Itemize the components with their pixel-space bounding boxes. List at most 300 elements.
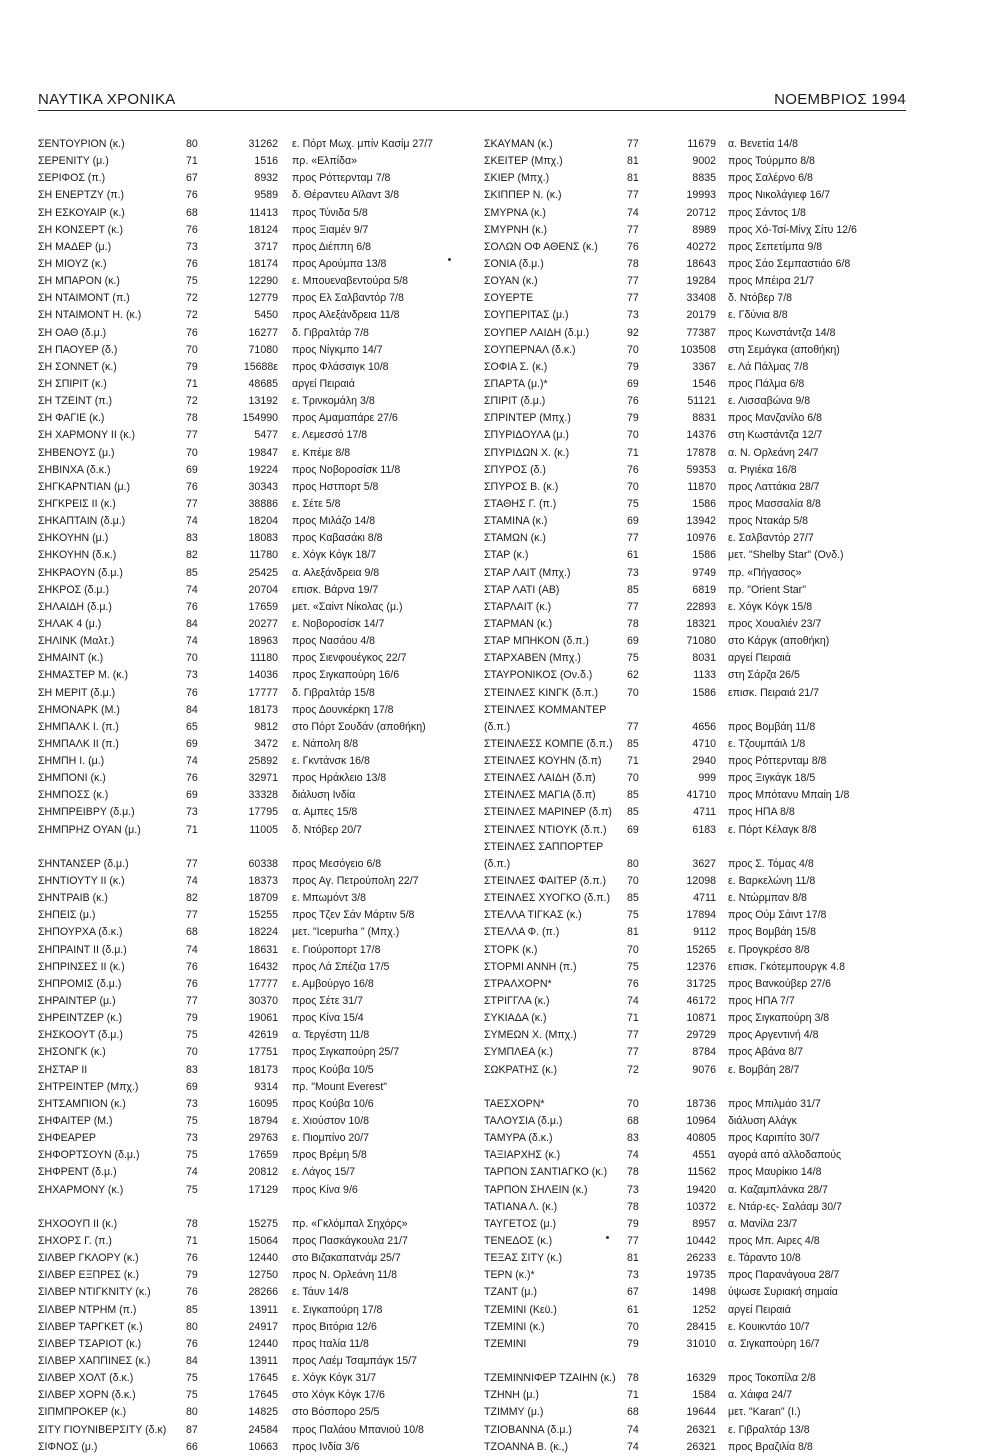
ship-num: 19735 xyxy=(686,1269,716,1282)
ship-name: ΣΤΑΥΡΟΝΙΚΟΣ (Ον.δ.) xyxy=(484,669,593,682)
ship-year: 76 xyxy=(186,1286,198,1299)
ship-info: προς Μπότανυ Μπαίη 1/8 xyxy=(728,789,850,802)
ship-info: προς Ντακάρ 5/8 xyxy=(728,515,809,528)
ship-entry xyxy=(484,325,924,342)
ship-num: 24917 xyxy=(248,1320,278,1333)
ship-num: 17777 xyxy=(248,977,278,990)
ship-year: 70 xyxy=(627,943,639,956)
ship-entry xyxy=(38,496,478,513)
right-ship-list xyxy=(484,136,924,1456)
ship-name: ΣΗ ΣΟΝΝΕΤ (κ.) xyxy=(38,360,117,373)
ship-name: ΣΗΝΤΡΑΙΒ (κ.) xyxy=(38,892,108,905)
ship-num: 10964 xyxy=(686,1115,716,1128)
ship-info: ε. Πόρτ Κέλαγκ 8/8 xyxy=(728,823,817,836)
ship-entry xyxy=(484,256,924,273)
ship-entry xyxy=(484,890,924,907)
ship-entry xyxy=(38,822,478,839)
ship-num: 19847 xyxy=(248,446,278,459)
ship-name: ΣΗΣΚΟΟΥΤ (δ.μ.) xyxy=(38,1029,123,1042)
ship-name: ΣΗΜΠΟΣΣ (κ.) xyxy=(38,789,109,802)
ship-entry xyxy=(38,873,478,890)
ship-info: προς Βρέμη 5/8 xyxy=(292,1149,367,1162)
ship-entry xyxy=(38,907,478,924)
ship-name: ΤΖΕΜΙΝΙ (κ.) xyxy=(484,1320,545,1333)
ship-info: α. Χάιφα 24/7 xyxy=(728,1389,793,1402)
ship-entry xyxy=(484,1336,924,1353)
ship-num: 19420 xyxy=(686,1183,716,1196)
ship-entry xyxy=(484,1147,924,1164)
ship-num: 13942 xyxy=(686,515,716,528)
ship-year: 77 xyxy=(186,857,198,870)
ship-year: 80 xyxy=(186,1406,198,1419)
ship-num: 32971 xyxy=(248,772,278,785)
ship-entry xyxy=(484,924,924,941)
ship-info: προς Καβασάκι 8/8 xyxy=(292,532,383,545)
ship-year: 72 xyxy=(186,395,198,408)
ship-entry xyxy=(484,359,924,376)
ship-entry xyxy=(38,565,478,582)
ship-name: ΣΗΝΤΑΝΣΕΡ (δ.μ.) xyxy=(38,857,129,870)
ship-num: 5477 xyxy=(254,429,278,442)
ship-year: 70 xyxy=(186,652,198,665)
ship-year: 83 xyxy=(627,1132,639,1145)
ship-entry xyxy=(38,736,478,753)
ship-year: 76 xyxy=(186,686,198,699)
ship-name: ΣΗΚΟΥΗΝ (δ.κ.) xyxy=(38,549,117,562)
ship-entry xyxy=(484,1267,924,1284)
ship-info: επισκ. Βάρνα 19/7 xyxy=(292,583,379,596)
ship-entry xyxy=(38,633,478,650)
ship-entry xyxy=(484,650,924,667)
ship-entry xyxy=(38,1027,478,1044)
ship-entry xyxy=(38,1113,478,1130)
ship-name: ΣΕΡΙΦΟΣ (π.) xyxy=(38,172,106,185)
ship-year: 81 xyxy=(627,926,639,939)
ship-name: ΣΤΕΙΝΛΕΣ ΧΥΟΓΚΟ (δ.π.) xyxy=(484,892,610,905)
ship-year: 78 xyxy=(627,1200,639,1213)
ship-entry xyxy=(484,1130,924,1147)
ship-num: 30370 xyxy=(248,995,278,1008)
ship-num: 1586 xyxy=(692,549,716,562)
ship-entry xyxy=(484,736,924,753)
ship-entry xyxy=(484,1370,924,1387)
ship-entry xyxy=(38,239,478,256)
ship-info: ε. Χόγκ Κόγκ 15/8 xyxy=(728,600,813,613)
ship-name: ΤΑΤΙΑΝΑ Λ. (κ.) xyxy=(484,1200,558,1213)
ship-year: 74 xyxy=(186,875,198,888)
ship-year: 76 xyxy=(186,1337,198,1350)
ship-num: 12440 xyxy=(248,1337,278,1350)
ship-name: ΣΠΡΙΝΤΕΡ (Μπχ.) xyxy=(484,412,571,425)
ship-entry xyxy=(38,1233,478,1250)
ship-info: επισκ. Γκότεμπουργκ 4.8 xyxy=(728,960,845,973)
ship-entry xyxy=(484,873,924,890)
ship-year: 76 xyxy=(186,257,198,270)
ship-num: 33408 xyxy=(686,292,716,305)
ship-year: 75 xyxy=(186,1149,198,1162)
ship-name: ΣΗΜΠΑΛΚ Ι. (π.) xyxy=(38,720,119,733)
ship-year: 76 xyxy=(186,189,198,202)
ship-name: ΣΗΠΡΑΙΝΤ ΙΙ (δ.μ.) xyxy=(38,943,127,956)
ship-info: προς Νικολάγιεφ 16/7 xyxy=(728,189,831,202)
ship-name: ΤΖΗΝΗ (μ.) xyxy=(484,1389,539,1402)
ship-year: 78 xyxy=(627,1372,639,1385)
ship-name: ΣΕΝΤΟΥΡΙΟΝ (κ.) xyxy=(38,138,125,150)
ship-info: προς Διέππη 6/8 xyxy=(292,240,372,253)
ship-year: 85 xyxy=(627,583,639,596)
ship-entry xyxy=(38,410,478,427)
ship-year: 81 xyxy=(627,155,639,168)
ship-name: ΣΗΓΚΡΕΙΣ ΙΙ (κ.) xyxy=(38,497,116,510)
ship-num: 1586 xyxy=(692,686,716,699)
ship-name: ΣΥΜΕΩΝ Χ. (Μπχ.) xyxy=(484,1029,577,1042)
ship-entry xyxy=(38,804,478,821)
ship-num: 18794 xyxy=(248,1115,278,1128)
ship-num: 13911 xyxy=(249,1354,278,1367)
ship-info: προς Σιγκαπούρη 3/8 xyxy=(728,1012,830,1025)
ship-info: προς Νασάου 4/8 xyxy=(292,635,376,648)
ship-year: 75 xyxy=(627,960,639,973)
ship-num: 71080 xyxy=(248,343,278,356)
ship-year: 75 xyxy=(186,275,198,288)
ship-name: ΣΗΛΑΙΔΗ (δ.μ.) xyxy=(38,600,112,613)
ship-entry xyxy=(38,1079,478,1096)
ship-info: προς Δουνκέρκη 17/8 xyxy=(292,703,394,716)
ship-name: ΣΗΜΟΝΑΡΚ (Μ.) xyxy=(38,703,120,716)
ship-info: προς Νίγκμπο 14/7 xyxy=(292,343,383,356)
ship-info: προς Βανκούβερ 27/6 xyxy=(728,977,832,990)
ship-entry xyxy=(484,1250,924,1267)
ship-num: 60338 xyxy=(248,857,278,870)
ship-num: 11562 xyxy=(687,1166,716,1179)
ship-year: 72 xyxy=(627,1063,639,1076)
ship-num: 19061 xyxy=(248,1012,278,1025)
ship-entry xyxy=(484,479,924,496)
ship-info: προς ΗΠΑ 7/7 xyxy=(728,995,795,1008)
ship-info: προς Σάντος 1/8 xyxy=(728,206,806,219)
ship-info: προς Ν. Ορλεάνη 11/8 xyxy=(292,1269,397,1282)
ship-year: 69 xyxy=(186,737,198,750)
ship-info: αργεί Πειραιά xyxy=(292,377,355,390)
ship-year: 77 xyxy=(186,909,198,922)
ship-info: α. Καζαμπλάνκα 28/7 xyxy=(728,1183,828,1196)
ship-entry xyxy=(38,1250,478,1267)
ship-num: 18173 xyxy=(248,1063,278,1076)
publication-title: ΝΑΥΤΙΚΑ ΧΡΟΝΙΚΑ xyxy=(38,91,176,108)
ship-info: πρ. «Γκλόμπαλ Σηχόρς» xyxy=(292,1217,408,1230)
ship-info: ε. Τάυν 14/8 xyxy=(292,1286,349,1299)
ship-year: 78 xyxy=(186,1217,198,1230)
ship-entry xyxy=(484,187,924,204)
ship-name: ΣΤΡΙΓΓΛΑ (κ.) xyxy=(484,995,550,1008)
ship-entry xyxy=(484,1199,924,1216)
ship-entry xyxy=(38,376,478,393)
ship-name: ΤΖΙΜΜΥ (μ.) xyxy=(484,1406,544,1419)
ship-entry xyxy=(484,839,924,856)
ship-name: ΣΤΕΙΝΛΕΣ ΜΑΓΙΑ (δ.π) xyxy=(484,789,596,802)
ship-info: ε. Λισσαβώνα 9/8 xyxy=(728,395,811,408)
ship-num: 29729 xyxy=(686,1029,716,1042)
ship-info: προς Σαλέρνο 6/8 xyxy=(728,172,813,185)
ship-info: προς Ούμ Σάιντ 17/8 xyxy=(728,909,827,922)
ship-year: 76 xyxy=(186,480,198,493)
ship-year: 65 xyxy=(186,720,198,733)
ship-name: ΣΙΤΥ ΓΙΟΥΝΙΒΕΡΣΙΤΥ (δ.κ) xyxy=(38,1423,167,1436)
ship-year: 78 xyxy=(186,412,198,425)
ship-num: 154990 xyxy=(242,412,278,425)
ship-entry xyxy=(38,359,478,376)
ship-year: 80 xyxy=(627,857,639,870)
ship-num: 46172 xyxy=(686,995,716,1008)
ship-entry xyxy=(484,787,924,804)
ship-entry xyxy=(484,993,924,1010)
ship-year: 79 xyxy=(627,360,639,373)
ship-name: ΣΗΠΡΟΜΙΣ (δ.μ.) xyxy=(38,977,122,990)
ship-name: ΣΟΦΙΑ Σ. (κ.) xyxy=(484,360,548,373)
ship-info: προς Αβάνα 8/7 xyxy=(728,1046,804,1059)
ship-name: ΣΠΥΡΟΣ (δ.) xyxy=(484,463,546,476)
ship-info: προς Σέτε 31/7 xyxy=(292,995,364,1008)
ship-name: ΣΗΒΙΝΧΑ (δ.κ.) xyxy=(38,463,111,476)
ship-info: μετ. "Icepurha " (Μπχ.) xyxy=(292,926,400,939)
ship-entry xyxy=(484,1062,924,1079)
ship-year: 68 xyxy=(186,926,198,939)
ship-name: ΣΠΙΡΙΤ (δ.μ.) xyxy=(484,395,546,408)
ship-name: ΣΗΚΡΑΟΥΝ (δ.μ.) xyxy=(38,566,123,579)
ship-info: α. Βενετία 14/8 xyxy=(728,138,799,150)
section-gap xyxy=(38,839,478,856)
ship-name: ΣΗΜΠΑΛΚ ΙΙ (π.) xyxy=(38,737,119,750)
ship-name: ΣΗΦΑΙΤΕΡ (Μ.) xyxy=(38,1115,113,1128)
ship-entry xyxy=(38,616,478,633)
ship-entry xyxy=(38,1319,478,1336)
ship-year: 81 xyxy=(627,1252,639,1265)
ship-name: ΣΗΚΡΟΣ (δ.μ.) xyxy=(38,583,110,596)
ship-info: αγορά από αλλοδαπούς xyxy=(728,1149,842,1162)
ship-info: ε. Πόρτ Μωχ. μπίν Κασίμ 27/7 xyxy=(292,138,434,150)
ship-name: ΣΗ ΝΤΑΙΜΟΝΤ (π.) xyxy=(38,292,130,305)
ship-entry xyxy=(38,856,478,873)
ship-info: προς Μασσαλία 8/8 xyxy=(728,497,821,510)
ship-num: 9112 xyxy=(693,926,716,939)
ship-info: ε. Νάπολη 8/8 xyxy=(292,737,359,750)
ship-year: 77 xyxy=(627,223,639,236)
ship-entry xyxy=(484,445,924,462)
ship-num: 18643 xyxy=(686,257,716,270)
ship-entry xyxy=(38,890,478,907)
ship-year: 84 xyxy=(186,617,198,630)
ship-num: 25425 xyxy=(248,566,278,579)
ship-entry xyxy=(484,1182,924,1199)
ship-num: 17878 xyxy=(686,446,716,459)
ship-info: προς Κούβα 10/6 xyxy=(292,1097,374,1110)
ship-entry xyxy=(38,1010,478,1027)
ship-entry xyxy=(38,770,478,787)
ship-entry xyxy=(484,153,924,170)
ship-name: ΣΗ ΧΑΡΜΟΝΥ ΙΙ (κ.) xyxy=(38,429,135,442)
ship-year: 77 xyxy=(186,995,198,1008)
ship-year: 75 xyxy=(627,909,639,922)
ship-name: ΣΗ ΝΤΑΙΜΟΝΤ Η. (κ.) xyxy=(38,309,142,322)
ship-num: 51121 xyxy=(687,395,716,408)
ship-num: 30343 xyxy=(248,480,278,493)
ship-entry xyxy=(38,1164,478,1181)
ship-info xyxy=(728,839,924,856)
ship-name: ΣΗΦΡΕΝΤ (δ.μ.) xyxy=(38,1166,117,1179)
ship-info: προς Μπέιρα 21/7 xyxy=(728,275,815,288)
ship-info: α. Μανίλα 23/7 xyxy=(728,1217,798,1230)
ship-entry xyxy=(484,205,924,222)
ship-entry xyxy=(38,582,478,599)
ship-name: ΣΙΛΒΕΡ ΕΞΠΡΕΣ (κ.) xyxy=(38,1269,140,1282)
ship-year: 69 xyxy=(627,635,639,648)
ship-year: 73 xyxy=(627,309,639,322)
ship-info: προς Σεπετίμπα 9/8 xyxy=(728,240,823,253)
ship-year: 77 xyxy=(627,720,639,733)
ship-info: διάλυση Αλάγκ xyxy=(728,1115,797,1128)
ship-entry xyxy=(38,513,478,530)
ship-name: ΣΟΥΠΕΡ ΛΑΙΔΗ (δ.μ.) xyxy=(484,326,590,339)
ship-info: προς ΗΠΑ 8/8 xyxy=(728,806,795,819)
ship-num: 19644 xyxy=(686,1406,716,1419)
ship-entry xyxy=(484,907,924,924)
ship-year: 76 xyxy=(186,223,198,236)
ship-num: 12440 xyxy=(248,1252,278,1265)
ship-year: 76 xyxy=(186,600,198,613)
ship-num: 4711 xyxy=(693,892,716,905)
ship-year: 70 xyxy=(186,446,198,459)
ship-year: 77 xyxy=(186,429,198,442)
ship-num: 1516 xyxy=(254,155,278,168)
ship-year: 74 xyxy=(186,755,198,768)
ship-name: (δ.π.) xyxy=(484,857,511,870)
ship-year: 73 xyxy=(186,669,198,682)
ship-name: ΤΑΛΟΥΣΙΑ (δ.μ.) xyxy=(484,1115,563,1128)
ship-num: 11780 xyxy=(249,549,278,562)
ship-num: 25892 xyxy=(248,755,278,768)
ship-num: 1252 xyxy=(692,1303,716,1316)
ship-name: ΤΑΡΠΟΝ ΣΑΝΤΙΑΓΚΟ (κ.) xyxy=(484,1166,608,1179)
ship-name: ΣΗΝΤΙΟΥΤΥ ΙΙ (κ.) xyxy=(38,875,125,888)
ship-name: ΣΙΛΒΕΡ ΝΤΙΓΚΝΙΤΥ (κ.) xyxy=(38,1286,151,1299)
ship-year: 77 xyxy=(627,532,639,545)
ship-year: 77 xyxy=(627,292,639,305)
ink-speck xyxy=(606,1236,609,1239)
ship-year: 74 xyxy=(627,1423,639,1436)
ship-info: προς Τοκοπίλα 2/8 xyxy=(728,1372,816,1385)
ship-name: ΣΗΜΠΟΝΙ (κ.) xyxy=(38,772,106,785)
ship-num: 15688ε xyxy=(243,360,278,373)
ship-name: ΣΙΛΒΕΡ ΧΟΡΝ (δ.κ.) xyxy=(38,1389,136,1402)
ship-name: ΣΤΑΘΗΣ Γ. (π.) xyxy=(484,497,557,510)
ship-entry xyxy=(484,170,924,187)
ship-info: ε. Σαλβαντόρ 27/7 xyxy=(728,532,814,545)
ship-info: αργεί Πειραιά xyxy=(728,1303,791,1316)
ship-num: 19224 xyxy=(248,463,278,476)
ship-year: 76 xyxy=(627,463,639,476)
ship-num: 18124 xyxy=(248,223,278,236)
ship-num: 19284 xyxy=(686,275,716,288)
ship-year: 73 xyxy=(186,806,198,819)
ship-num: 15255 xyxy=(248,909,278,922)
ship-num: 40805 xyxy=(686,1132,716,1145)
ship-entry xyxy=(484,1439,924,1456)
ship-info: στο Χόγκ Κόγκ 17/6 xyxy=(292,1389,385,1402)
ship-name: ΣΗΧΟΡΣ Γ. (π.) xyxy=(38,1235,112,1247)
ship-name: ΣΗΚΑΠΤΑΙΝ (δ.μ.) xyxy=(38,515,126,528)
ship-year: 83 xyxy=(186,1063,198,1076)
ship-info: προς Αμαμαπάρε 27/6 xyxy=(292,412,398,425)
ship-num: 16095 xyxy=(248,1097,278,1110)
ship-entry xyxy=(484,393,924,410)
ship-num: 77387 xyxy=(686,326,716,339)
ship-info: προς Πασκάγκουλα 21/7 xyxy=(292,1235,408,1247)
ship-year: 74 xyxy=(627,206,639,219)
ship-num: 8831 xyxy=(692,412,716,425)
ship-name: ΣΠΥΡΟΣ Β. (κ.) xyxy=(484,480,559,493)
ship-year: 70 xyxy=(627,343,639,356)
ship-num: 18736 xyxy=(686,1097,716,1110)
ship-num: 24584 xyxy=(248,1423,278,1436)
ship-info: προς Πάλμα 6/8 xyxy=(728,377,805,390)
ship-entry xyxy=(38,427,478,444)
ship-num: 11870 xyxy=(687,480,716,493)
ship-num: 1546 xyxy=(692,377,716,390)
ship-year: 61 xyxy=(627,549,639,562)
ship-year: 82 xyxy=(186,892,198,905)
ship-info: στο Πόρτ Σουδάν (αποθήκη) xyxy=(292,720,426,733)
ship-year: 85 xyxy=(186,1303,198,1316)
ship-info: ε. Προγκρέσο 8/8 xyxy=(728,943,810,956)
ship-entry xyxy=(38,530,478,547)
ship-num: 3627 xyxy=(692,857,716,870)
ship-name: ΣΗ ΜΠΑΡΟΝ (κ.) xyxy=(38,275,120,288)
ship-name: ΣΗ ΦΑΓΙΕ (κ.) xyxy=(38,412,105,425)
ship-num: 14376 xyxy=(686,429,716,442)
ship-num: 3717 xyxy=(254,240,278,253)
left-ship-list xyxy=(38,136,478,1456)
ship-year: 79 xyxy=(627,1217,639,1230)
ship-entry xyxy=(484,136,924,153)
ship-year: 73 xyxy=(186,240,198,253)
ship-info: πρ. "Orient Star" xyxy=(728,583,806,596)
ship-year: 85 xyxy=(627,806,639,819)
ship-year: 61 xyxy=(627,1303,639,1316)
ship-info: δ. Γιβραλτάρ 15/8 xyxy=(292,686,375,699)
ship-year: 76 xyxy=(627,977,639,990)
ship-year: 75 xyxy=(186,1389,198,1402)
ship-name: ΤΕΡΝ (κ.)* xyxy=(484,1269,535,1282)
ship-info: ε. Μπουεναβεντούρα 5/8 xyxy=(292,275,409,288)
ship-name: ΣΠΥΡΙΔΩΝ Χ. (κ.) xyxy=(484,446,570,459)
ship-entry xyxy=(38,667,478,684)
ship-name: ΣΤΑΡ ΛΑΙΤ (Μπχ.) xyxy=(484,566,571,579)
ship-year: 83 xyxy=(186,532,198,545)
ship-name: ΤΖΕΜΙΝΙ (Κεϋ.) xyxy=(484,1303,557,1316)
ship-name: ΣΗ ΤΖΕΙΝΤ (π.) xyxy=(38,395,113,408)
ship-name: ΣΤΑΜΩΝ (κ.) xyxy=(484,532,546,545)
ship-name: ΣΗΠΟΥΡΧΑ (δ.κ.) xyxy=(38,926,123,939)
ship-name: ΤΖΙΟΒΑΝΝΑ (δ.μ.) xyxy=(484,1423,572,1436)
ship-name: ΣΟΥΠΕΡΙΤΑΣ (μ.) xyxy=(484,309,569,322)
ship-year: 70 xyxy=(627,429,639,442)
ship-info: προς Σιγκαπούρη 25/7 xyxy=(292,1046,400,1059)
ship-num: 18174 xyxy=(248,257,278,270)
ship-name: ΣΗ ΕΣΚΟΥΑΙΡ (κ.) xyxy=(38,206,125,219)
ship-year: 76 xyxy=(186,326,198,339)
ship-info: προς Σιγκαπούρη 16/6 xyxy=(292,669,400,682)
ship-num: 16277 xyxy=(248,326,278,339)
